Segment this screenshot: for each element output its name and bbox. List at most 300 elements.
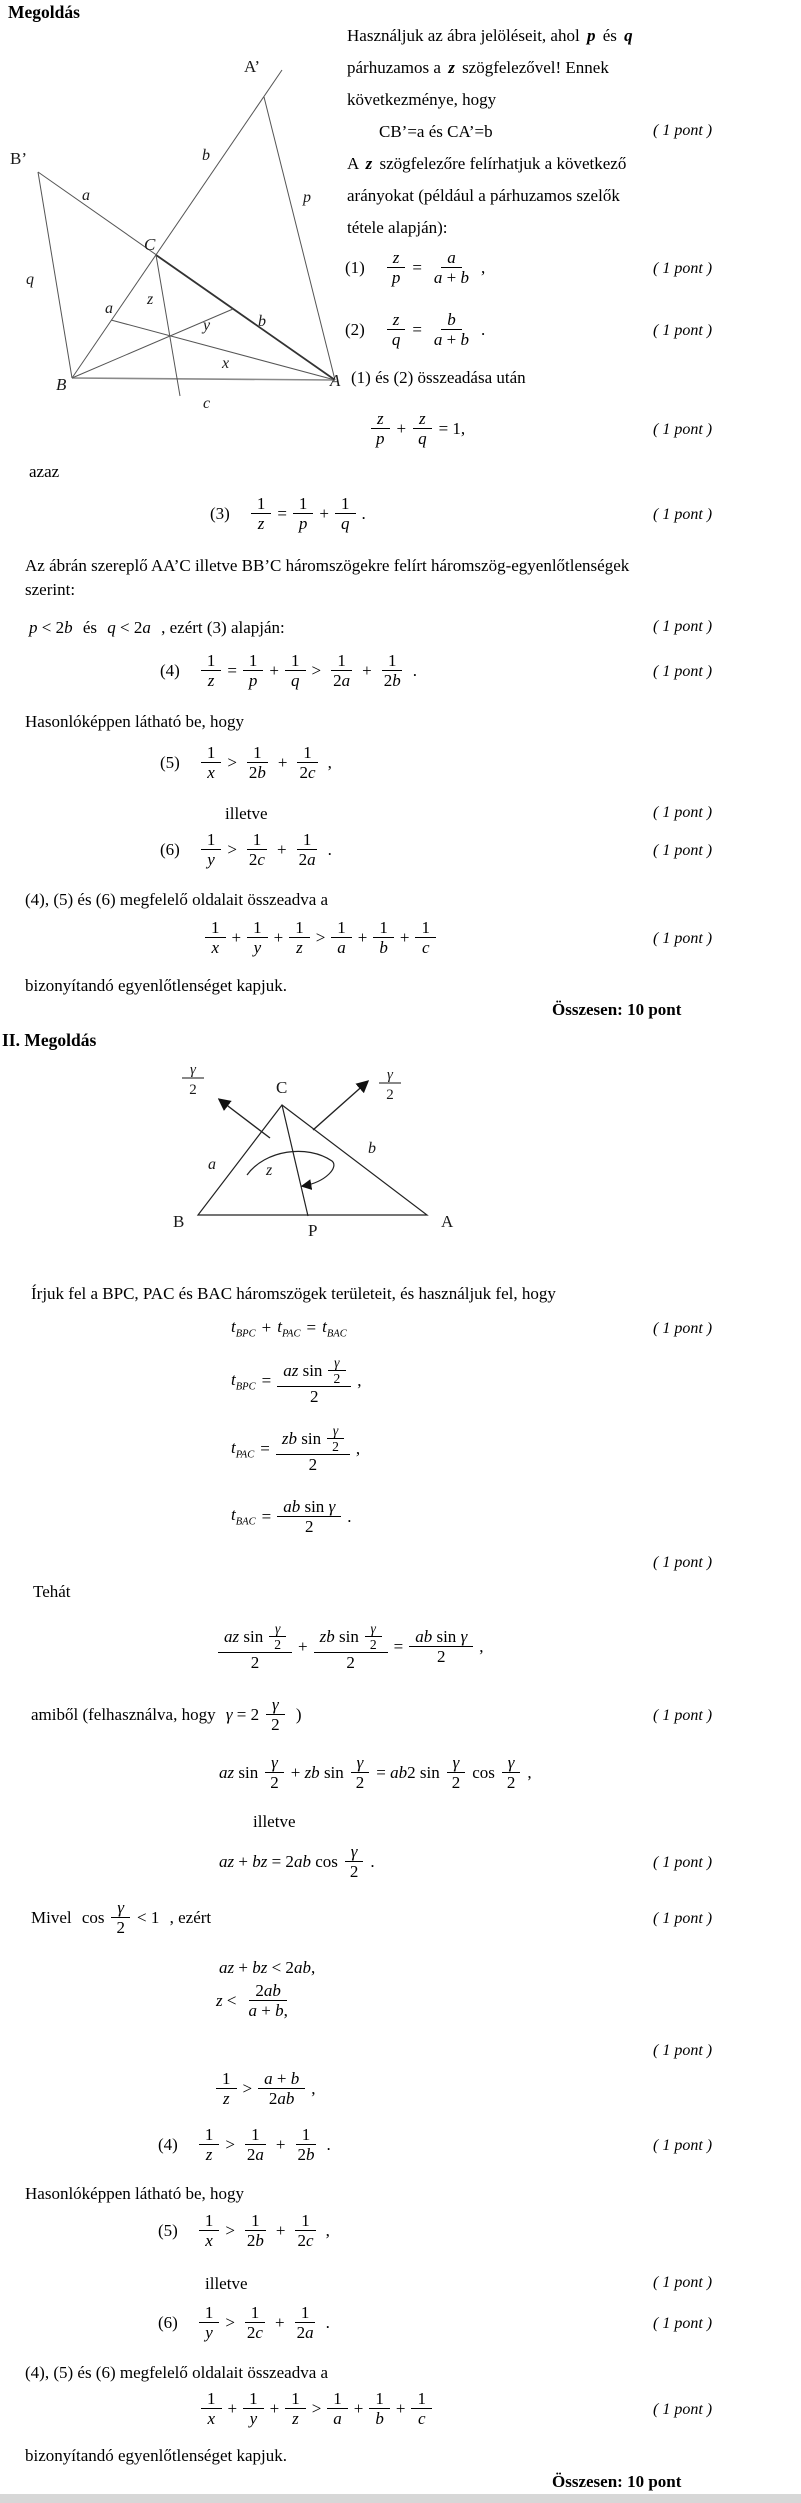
equation-tPAC [228, 1423, 363, 1474]
math-token: + [269, 660, 280, 680]
equation-tBAC [228, 1497, 355, 1536]
solution-line [344, 218, 451, 238]
equation-body [202, 918, 439, 957]
fraction [243, 2389, 264, 2428]
equation-areas-sum [228, 1317, 350, 1339]
math-token: Írjuk fel a BPC, PAC és BAC háromszögek területeit, és használjuk fel, hogy [31, 1284, 556, 1303]
pont-label: ( 1 pont ) [653, 804, 713, 821]
math-token: 1 [206, 830, 216, 849]
solution-line [202, 2274, 250, 2294]
math-token: 2 [369, 1637, 377, 1653]
math-token: > [225, 2220, 235, 2240]
fraction [218, 1621, 292, 1672]
math-token: y [253, 938, 262, 958]
math-token: c [417, 2409, 426, 2429]
math-token: az sin [224, 1627, 264, 1647]
fraction [364, 1621, 383, 1652]
math-token: . [325, 2312, 330, 2332]
math-token: + [274, 2312, 285, 2332]
fraction [344, 1842, 365, 1881]
equation-body [213, 1981, 297, 2020]
solution-line [344, 186, 623, 206]
math-token: 2 [250, 1653, 260, 1673]
math-token: > [311, 660, 322, 680]
triangle-BAC [198, 1105, 427, 1215]
fraction [326, 1423, 345, 1454]
fraction [268, 1621, 287, 1652]
pont-label: ( 1 pont ) [653, 842, 713, 859]
math-token: 1 [204, 2211, 214, 2230]
equation-body [198, 743, 335, 782]
math-token: + zb sin [290, 1762, 344, 1782]
math-token: γ [356, 1753, 364, 1772]
math-token: 2 [355, 1773, 365, 1793]
angle-arc-arrow [247, 1151, 334, 1186]
math-token: z [292, 2409, 299, 2429]
solution-line [22, 580, 78, 600]
math-token: + [298, 1636, 308, 1656]
math-token: q < 2a [107, 618, 151, 637]
equation-number: (6) [160, 839, 180, 859]
fraction [201, 651, 222, 690]
math-token: 2c [297, 2231, 314, 2251]
math-token: a [337, 938, 346, 958]
math-token: = [260, 1438, 270, 1458]
math-token: 1 [249, 2389, 258, 2408]
fraction [241, 2125, 270, 2164]
equation-body [367, 409, 468, 448]
fig2-label-b: b [368, 1140, 376, 1157]
fraction [292, 2211, 320, 2250]
math-token: = [227, 660, 237, 680]
math-token: z [205, 2145, 213, 2165]
equation-number: (4) [158, 2134, 178, 2154]
equation-6 [160, 830, 335, 869]
math-token: azaz [29, 462, 60, 481]
fraction [411, 2389, 432, 2428]
fig1-label-b-top: b [202, 147, 210, 164]
math-token: , [357, 1370, 362, 1390]
math-token: z [392, 310, 400, 329]
math-token: + [275, 2134, 286, 2154]
math-token: 2a [296, 2323, 314, 2343]
math-token: , [527, 1762, 532, 1782]
math-token: 2c [246, 2323, 263, 2343]
fig1-label-A-prime: A’ [244, 57, 261, 76]
fraction [294, 743, 322, 782]
equation-z-lt [213, 1981, 297, 2020]
math-token: = [393, 1636, 404, 1656]
pont-label: ( 1 pont ) [653, 506, 713, 523]
math-token: p [586, 26, 596, 45]
math-token: 1 [417, 2389, 426, 2408]
math-token: 2 [309, 1387, 319, 1407]
equation-body [196, 2211, 333, 2250]
fraction [335, 494, 356, 533]
fraction [285, 2389, 306, 2428]
math-token: + [261, 1318, 272, 1338]
math-token: γ [452, 1753, 460, 1772]
math-token: + [399, 927, 410, 947]
pont-label: ( 1 pont ) [653, 2315, 713, 2332]
math-token: q [391, 330, 401, 350]
math-token: 1 [251, 2125, 260, 2144]
math-token: z [376, 409, 384, 428]
math-token: z [419, 409, 426, 428]
math-token: p [248, 671, 258, 691]
math-token: a + b, [248, 2001, 288, 2021]
fig2-gamma-right-num: γ [387, 1067, 393, 1083]
segment-B-Aprime [72, 70, 282, 378]
equation-final-inequality [202, 918, 439, 957]
solution-line [22, 2363, 331, 2383]
fig2-gamma-left-num: γ [190, 1062, 196, 1078]
fraction [285, 651, 306, 690]
equation-body [228, 1317, 350, 1339]
pont-label: ( 1 pont ) [653, 421, 713, 438]
fraction [205, 918, 226, 957]
equation-body [228, 1423, 363, 1474]
math-token: = [277, 503, 287, 523]
equation-number: (1) [345, 257, 365, 277]
math-token: $t_{BPC}$ [231, 1369, 256, 1392]
math-token: γ [271, 1753, 278, 1772]
fraction [428, 310, 475, 349]
math-token: 2 [506, 1773, 516, 1793]
equation-number: (3) [210, 503, 230, 523]
math-token: tétele alapján): [347, 218, 448, 237]
math-token: $t_{PAC}$ [231, 1437, 255, 1460]
math-token: γ [117, 1898, 125, 1917]
math-token: cos [81, 1907, 105, 1927]
math-token: amiből (felhasználva, hogy [31, 1704, 220, 1724]
math-token: . [361, 503, 366, 523]
math-token: q [341, 514, 350, 534]
fraction [199, 2125, 220, 2164]
math-token: $t_{PAC}$ [277, 1317, 301, 1340]
math-token: + [319, 503, 330, 523]
math-token: 1 [211, 918, 220, 937]
math-token: . [481, 319, 486, 339]
math-token: 1 [301, 2125, 311, 2144]
fraction [111, 1898, 132, 1937]
math-token: Mivel [31, 1907, 76, 1927]
math-token: , [327, 752, 332, 772]
fraction [277, 1497, 341, 1536]
pont-label: ( 1 pont ) [653, 663, 713, 680]
math-token: a + b [264, 2069, 300, 2088]
math-token: 2 [451, 1773, 461, 1793]
math-token: illetve [205, 2274, 248, 2293]
math-token: . [327, 839, 332, 859]
equation-number: (4) [160, 660, 180, 680]
math-token: 1 [421, 918, 430, 937]
math-token: és [78, 618, 102, 637]
equation-body [198, 651, 420, 690]
math-token: + [396, 418, 407, 438]
math-token: $t_{BAC}$ [322, 1317, 347, 1340]
math-token: 1 [387, 651, 397, 670]
fraction [201, 743, 222, 782]
math-token: , [481, 257, 486, 277]
solution-line [22, 976, 290, 996]
math-token: 1 [302, 830, 312, 849]
equation-areas-expanded [215, 1621, 487, 1672]
equation-body [248, 494, 369, 533]
math-token: , ezért (3) alapján: [156, 618, 285, 637]
math-token: γ [334, 1355, 340, 1370]
math-token: 1 [204, 2125, 214, 2144]
solution-line [22, 2446, 290, 2466]
math-token: + [395, 2398, 406, 2418]
math-token: 2b [297, 2145, 315, 2165]
math-token: . [326, 2134, 331, 2154]
equation-body [216, 1842, 378, 1881]
math-token: arányokat (például a párhuzamos szelők [347, 186, 620, 205]
math-token: 1 [301, 2211, 310, 2230]
equation-recip-z [213, 2069, 318, 2108]
math-token: q [418, 429, 427, 449]
equation-4 [160, 651, 420, 690]
fraction [216, 2069, 237, 2108]
math-token: Az ábrán szereplő AA’C illetve BB’C háromszögekre felírt háromszög-egyenlőtlenségek [25, 556, 630, 575]
math-token: b [379, 938, 388, 958]
math-token: x [207, 2409, 216, 2429]
fraction [415, 918, 436, 957]
math-token: = [306, 1318, 317, 1338]
math-token: z [392, 248, 400, 267]
fraction [243, 743, 272, 782]
math-token: + [231, 927, 242, 947]
segment-q-B-Bprime [38, 172, 72, 378]
fraction [331, 918, 352, 957]
solution-line [348, 368, 529, 388]
math-token: bizonyítandó egyenlőtlenséget kapjuk. [25, 976, 288, 995]
math-token: 2a [298, 850, 316, 870]
fig1-label-A: A [330, 371, 341, 390]
math-token: a [447, 248, 456, 267]
fig1-label-y: y [203, 317, 211, 334]
fraction [258, 2069, 305, 2108]
solution-line [22, 2184, 247, 2204]
fraction [314, 1621, 388, 1672]
pont-label: ( 1 pont ) [653, 1707, 713, 1724]
pont-label: ( 1 pont ) [653, 930, 713, 947]
solution-line [30, 1582, 74, 1602]
math-token: 2c [248, 850, 265, 870]
fraction [199, 2303, 220, 2342]
fraction [409, 1627, 473, 1666]
math-token: 2 [349, 1862, 359, 1882]
math-token: ab sin γ [283, 1497, 336, 1516]
math-token: CB’=a és CA’=b [379, 122, 493, 141]
fraction [265, 1695, 286, 1734]
fig2-gamma-left-den: 2 [189, 1082, 197, 1098]
math-token: 2b [246, 2231, 264, 2251]
section2-title: II. Megoldás [2, 1030, 97, 1050]
math-token: γ [274, 1621, 281, 1636]
pont-label: ( 1 pont ) [653, 1554, 713, 1571]
fig2-label-C: C [276, 1078, 288, 1097]
fraction [201, 830, 222, 869]
math-token: Hasonlóképpen látható be, hogy [25, 712, 245, 731]
equation-body [198, 2389, 435, 2428]
math-token: y [205, 2323, 213, 2343]
pont-label: ( 1 pont ) [653, 1854, 713, 1871]
equation-body [383, 248, 488, 287]
fraction [293, 830, 322, 869]
math-token: az sin [219, 1762, 259, 1782]
equation-double-angle [216, 1753, 535, 1792]
fraction [327, 651, 356, 690]
fraction [277, 1355, 351, 1406]
math-token: z [296, 938, 303, 958]
math-token: x [205, 2231, 213, 2251]
fig2-label-a: a [208, 1156, 216, 1173]
solution-line [28, 1695, 305, 1734]
math-token: . [347, 1506, 352, 1526]
fig1-label-z: z [147, 291, 154, 308]
math-token: 2 [116, 1918, 126, 1938]
solution-line [250, 1812, 298, 1832]
page-title: Megoldás [8, 2, 80, 22]
solution-line [28, 1284, 559, 1304]
equation-az-bz-lt [216, 1958, 318, 1978]
solution-line [222, 804, 270, 824]
math-token: y [249, 2409, 258, 2429]
fig1-label-B-prime: B’ [10, 149, 27, 168]
equation-tBPC [228, 1355, 364, 1406]
math-token: + [275, 2220, 286, 2240]
pont-label: ( 1 pont ) [653, 1910, 713, 1927]
scan-edge [0, 2494, 801, 2503]
math-token: γ [332, 1423, 339, 1438]
math-token: > [225, 2312, 235, 2332]
fraction [412, 409, 433, 448]
fig1-label-B: B [56, 375, 67, 394]
fraction [242, 1981, 293, 2020]
math-token: > [242, 2078, 253, 2098]
math-token: 1 [337, 651, 346, 670]
figure-1-triangle-bisectors [6, 24, 346, 414]
math-token: 1 [375, 2389, 384, 2408]
math-token: z < [216, 1990, 237, 2010]
math-token: p < 2b [29, 618, 73, 637]
solution-line [344, 26, 633, 46]
math-token: 2 [274, 1637, 282, 1653]
math-token: + [357, 927, 368, 947]
math-token: γ [272, 1695, 279, 1714]
fig2-label-z: z [266, 1162, 273, 1179]
math-token: > [311, 2398, 322, 2418]
equation-body [215, 1621, 487, 1672]
math-token: 1 [222, 2069, 231, 2088]
math-token: és [598, 26, 622, 45]
math-token: 2b [248, 763, 266, 783]
equation-body [213, 2069, 318, 2108]
total-points-second: Összesen: 10 pont [552, 2472, 682, 2491]
pont-label: ( 1 pont ) [653, 2274, 713, 2291]
equation-body [196, 2303, 333, 2342]
solution-line [344, 90, 499, 110]
math-token: 1 [204, 2303, 214, 2322]
math-token: + [227, 2398, 238, 2418]
math-token: γ [350, 1842, 358, 1861]
math-token: 1 [251, 2211, 260, 2230]
pont-label: ( 1 pont ) [653, 1320, 713, 1337]
fraction [350, 1753, 371, 1792]
math-token: 1 [379, 918, 388, 937]
math-token: 2 [304, 1517, 314, 1537]
equation-sum-zp-zq [367, 409, 468, 448]
math-token: a [333, 2409, 342, 2429]
equation-number: (5) [158, 2220, 178, 2240]
math-token: γ [370, 1621, 376, 1636]
solution-line [26, 618, 288, 638]
fraction [370, 409, 391, 448]
fig1-label-C: C [144, 235, 156, 254]
math-token: y [207, 850, 215, 870]
math-token: > [315, 927, 326, 947]
math-token: 1 [256, 494, 266, 513]
math-token: = [412, 319, 422, 339]
math-token: p [298, 514, 308, 534]
equation-5 [160, 743, 335, 782]
math-token: 2a [246, 2145, 264, 2165]
math-token: , ezért [165, 1907, 212, 1927]
math-token: = 1, [438, 418, 466, 438]
pont-label: ( 1 pont ) [653, 260, 713, 277]
math-token: A [347, 154, 363, 173]
math-token: > [225, 2134, 235, 2154]
math-token: a + b [433, 268, 470, 288]
fraction [201, 2389, 222, 2428]
equation-body [228, 1355, 364, 1406]
equation-body [383, 310, 488, 349]
math-token: 1 [206, 743, 216, 762]
math-token: , [479, 1636, 484, 1656]
fraction [327, 2389, 348, 2428]
math-token: 2 [333, 1371, 341, 1387]
math-token: q [624, 26, 633, 45]
fraction [276, 1423, 350, 1474]
equation-body [198, 830, 335, 869]
fraction [446, 1753, 467, 1792]
math-token: z [448, 58, 455, 77]
fraction [243, 830, 271, 869]
math-token: 2c [299, 763, 316, 783]
fraction [378, 651, 407, 690]
math-token: 2 [308, 1455, 318, 1475]
equation-3 [210, 494, 369, 533]
math-token: . [412, 660, 417, 680]
equation-1 [345, 248, 488, 287]
fraction [289, 918, 310, 957]
math-token: cos [472, 1762, 495, 1782]
math-token: 2 [436, 1647, 446, 1667]
math-token: p [391, 268, 401, 288]
pont-label: ( 1 pont ) [653, 2137, 713, 2154]
math-token: , [311, 2078, 316, 2098]
math-token: 2ab [255, 1981, 281, 2000]
fraction [243, 651, 264, 690]
equation-4-second [158, 2125, 334, 2164]
math-token: szögfelezőre felírhatjuk a következő [375, 154, 627, 173]
fraction [369, 2389, 390, 2428]
fraction [241, 2303, 269, 2342]
equation-body [228, 1497, 355, 1536]
math-token: következménye, hogy [347, 90, 497, 109]
